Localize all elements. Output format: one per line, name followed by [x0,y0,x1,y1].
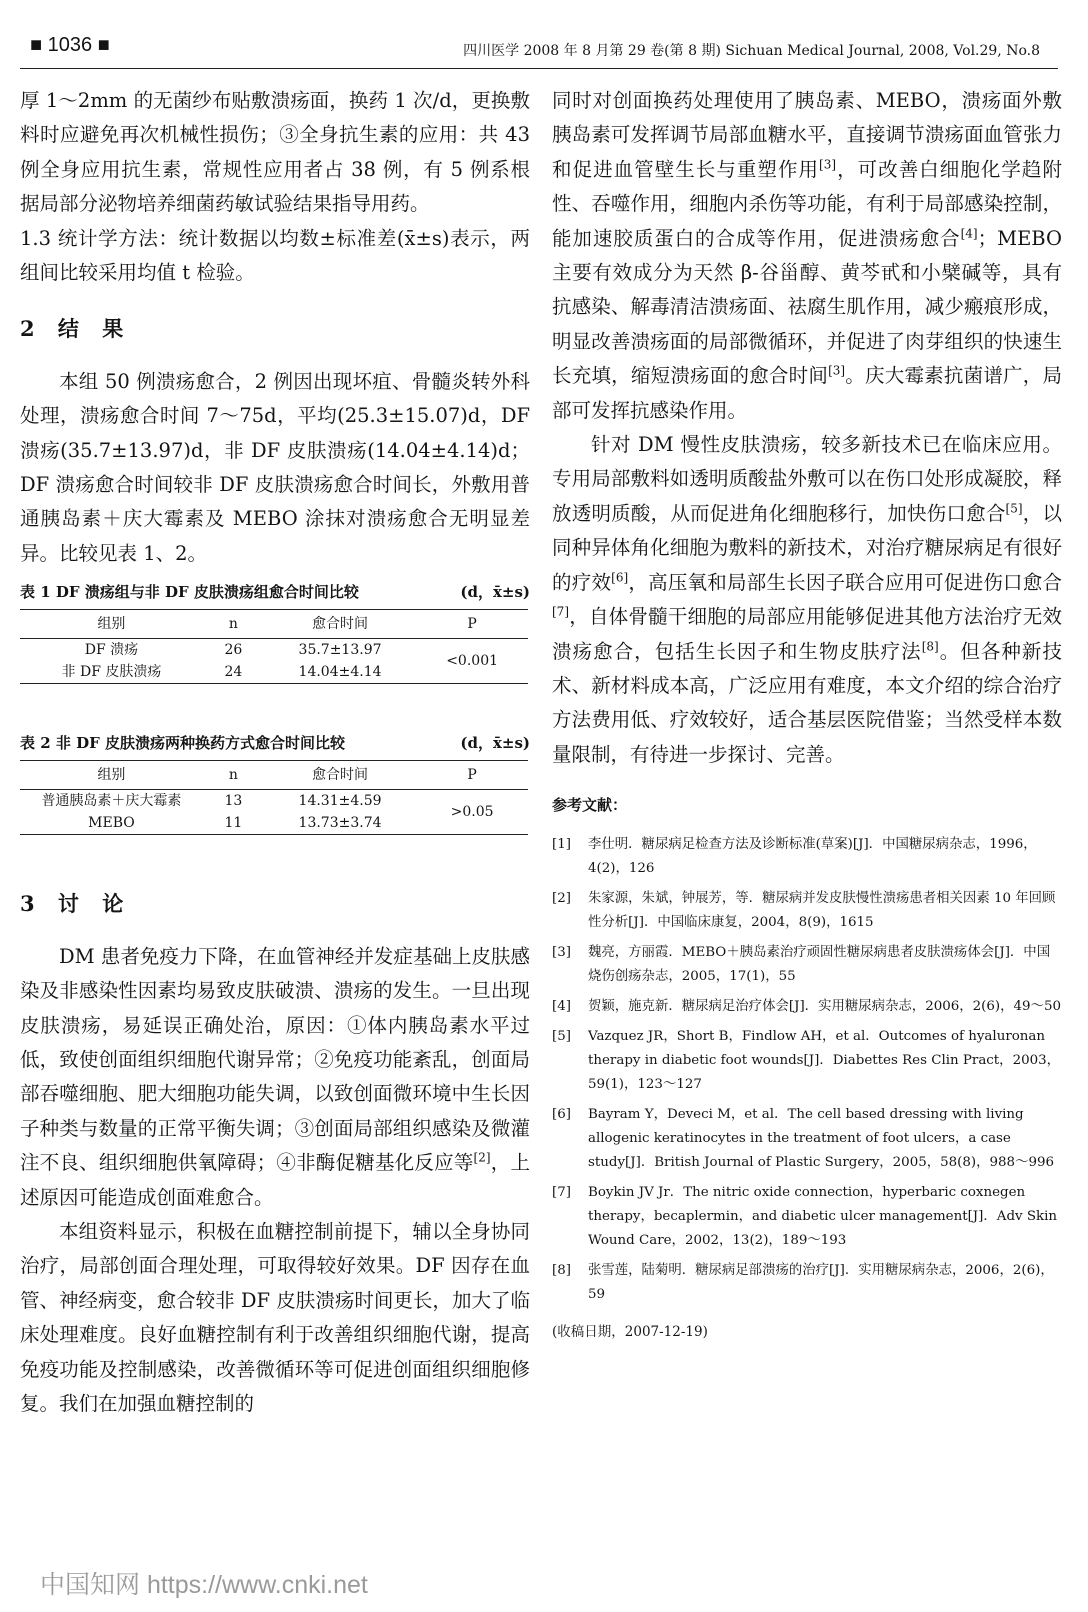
table1-title: 表 1 DF 溃疡组与非 DF 皮肤溃疡组愈合时间比较 [20,583,359,602]
paragraph-antibiotics: 厚 1～2mm 的无菌纱布贴敷溃疡面，换药 1 次/d，更换敷料时应避免再次机械性损伤；③全身抗生素的应用：共 43 例全身应用抗生素，常规性应用者占 38 例，有 5 例系根据局部分泌物培养细菌药敏试验结果指导用药。 [20,89,530,216]
journal-title: 四川医学 2008 年 8 月第 29 卷(第 8 期) Sichuan Medical Journal, 2008, Vol.29, No.8 [463,43,1040,59]
reference-item [552,941,1062,989]
reference-text: Vazquez JR，Short B，Findlow AH，et al．Outcomes of hyaluronan therapy in diabetic foot wounds[J]．Diabettes Res Clin Pract，2003，59(1)，123～127 [588,1028,1061,1092]
citation: [3] [819,157,837,172]
p-value-cell: >0.05 [416,790,528,835]
table-cell: 26 [224,642,243,659]
table-cell: 普通胰岛素＋庆大霉素 [41,793,182,810]
received-date: (收稿日期，2007-12-19) [552,1323,708,1340]
paragraph-statistics: 1.3 统计学方法：统计数据以均数±标准差(x̄±s)表示，两组间比较采用均值 t 检验。 [20,226,530,285]
reference-item [552,1025,1062,1097]
paragraph-discussion-2: 本组资料显示，积极在血糖控制前提下，辅以全身协同治疗，局部创面合理处理，可取得较好效果。DF 因存在血管、神经病变，愈合较非 DF 皮肤溃疡时间更长，加大了临床处理难度。良好血糖控制有利于改善组织细胞代谢，提高免疫功能及控制感染，改善微循环等可促进创面组织细胞修复。我们在加强血糖控制的 [20,1219,530,1415]
cnki-watermark: 中国知网 https://www.cnki.net [40,1571,368,1599]
table-header: n [203,761,264,790]
citation: [8] [921,639,939,653]
table-header: 组别 [20,610,203,639]
paragraph-treatment [552,84,1062,428]
text-span: DM 患者免疫力下降，在血管神经并发症基础上皮肤感染及非感染性因素均易致皮肤破溃、溃疡的发生。一旦出现皮肤溃疡，易延误正确处治，原因：①体内胰岛素水平过低，致使创面组织细胞代谢异常；②免疫功能紊乱，创面局部吞噬细胞、肥大细胞功能失调，以致创面微环境中生长因子种类与数量的正常平衡失调；③创面局部组织感染及微灌注不良、组织细胞供氧障碍；④非酶促糖基化反应等 [20,944,530,1175]
table1-caption [20,581,530,603]
text-span: 针对 DM 慢性皮肤溃疡，较多新技术已在临床应用。专用局部敷料如透明质酸盐外敷可以在伤口处形成凝胶，释放透明质酸，从而促进角化细胞移行，加快伤口愈合 [552,433,1062,525]
references-heading: 参考文献： [552,796,628,815]
table2-caption [20,732,530,754]
text-span: 同时对创面换药处理使用了胰岛素、MEBO，溃疡面外敷胰岛素可发挥调节局部血糖水平，直接调节溃疡面血管张力和促进血管壁生长与重塑作用 [552,89,1062,181]
citation: [6] [611,570,629,585]
table-header: 愈合时间 [264,610,416,639]
table-row [20,790,528,813]
header-rule [20,68,1058,69]
reference-text: Boykin JV Jr．The nitric oxide connection，hyperbaric coxnegen therapy，becaplermin，and diabetic ulcer management[J]．Adv Skin Wound Care，2002，13(2)，189～193 [588,1184,1058,1248]
running-header [20,34,1070,64]
table-cell: 24 [203,661,264,684]
reference-item [552,833,1062,881]
reference-number: [5] [552,1028,571,1044]
table-2 [20,760,528,835]
reference-number: [6] [552,1106,571,1122]
table-cell: 14.04±4.14 [264,661,416,684]
table1-unit: (d，x̄±s) [460,583,530,602]
table-header: P [416,761,528,790]
table2-title: 表 2 非 DF 皮肤溃疡两种换药方式愈合时间比较 [20,734,345,753]
paragraph-results: 本组 50 例溃疡愈合，2 例因出现坏疽、骨髓炎转外科处理，溃疡愈合时间 7～75d，平均(25.3±15.07)d，DF 溃疡(35.7±13.97)d，非 DF 皮肤溃疡(14.04±4.14)d；DF 溃疡愈合时间较非 DF 皮肤溃疡愈合时间长，外敷用普通胰岛素＋庆大霉素及 MEBO 涂抹对溃疡愈合无明显差异。比较见表 1、2。 [20,369,530,565]
text-span: 。庆大霉素抗菌谱广，局部可发挥抗感染作用。 [552,364,1062,422]
text-span: ，可改善白细胞化学趋附性、吞噬作用，细胞内杀伤等功能，有利于局部感染控制，能加速胶质蛋白的合成等作用，促进溃疡愈合 [552,157,1062,250]
table-1 [20,609,528,684]
table-row [20,639,528,662]
reference-number: [2] [552,890,571,906]
citation: [3] [828,363,846,378]
reference-item [552,1103,1062,1175]
left-column [20,84,530,1421]
citation: [7] [552,604,569,619]
table-cell: 非 DF 皮肤溃疡 [20,661,203,684]
paragraph-new-techniques [552,428,1062,772]
table-cell: 13 [224,793,243,810]
reference-number: [4] [552,998,571,1014]
citation: [2] [473,1150,491,1165]
text-span: ，自体骨髓干细胞的局部应用能够促进其他方法治疗无效溃疡愈合，包括生长因子和生物皮肤疗法 [552,605,1062,663]
text-span: 。但各种新技术、新材料成本高，广泛应用有难度，本文介绍的综合治疗方法费用低、疗效较好，适合基层医院借鉴；当然受样本数量限制，有待进一步探讨、完善。 [552,639,1062,766]
reference-text: 朱家源，朱斌，钟展芳，等．糖尿病并发皮肤慢性溃疡患者相关因素 10 年回顾性分析[J]．中国临床康复，2004，8(9)，1615 [588,890,1056,930]
citation: [4] [960,226,978,241]
table-cell: MEBO [20,812,203,835]
reference-number: [1] [552,836,571,852]
reference-item [552,995,1062,1019]
table-cell: 14.31±4.59 [298,793,382,810]
table-cell: DF 溃疡 [84,642,139,659]
table-header: 组别 [20,761,203,790]
page-number: ■ 1036 ■ [30,34,110,56]
reference-text: 贺颖，施克新．糖尿病足治疗体会[J]．实用糖尿病杂志，2006，2(6)，49～50 [588,998,1062,1014]
table-header: n [203,610,264,639]
table-cell: 11 [203,812,264,835]
citation: [5] [1005,501,1023,516]
section-heading-results: 2 结 果 [20,316,132,342]
reference-text: 李仕明．糖尿病足检查方法及诊断标准(草案)[J]．中国糖尿病杂志，1996，4(2)，126 [588,836,1037,876]
text-span: ，高压氧和局部生长因子联合应用可促进伤口愈合 [628,570,1062,594]
reference-text: 魏亮，方丽霞．MEBO＋胰岛素治疗顽固性糖尿病患者皮肤溃疡体会[J]．中国烧伤创疡杂志，2005，17(1)，55 [588,944,1051,984]
reference-item [552,887,1062,935]
p-value-cell: <0.001 [416,639,528,684]
section-heading-discussion: 3 讨 论 [20,891,132,917]
reference-number: [3] [552,944,571,960]
reference-item [552,1259,1062,1307]
text-span: ，以同种异体角化细胞为敷料的新技术，对治疗糖尿病足有很好的疗效 [552,501,1062,594]
table-cell: 35.7±13.97 [298,642,382,659]
paragraph-discussion-1 [20,940,530,1215]
table2-unit: (d，x̄±s) [460,734,530,753]
reference-text: 张雪莲，陆菊明．糖尿病足部溃疡的治疗[J]．实用糖尿病杂志，2006，2(6)，59 [588,1262,1054,1302]
reference-text: Bayram Y，Deveci M，et al．The cell based dressing with living allogenic keratinocytes in the treatment of foot ulcers，a case study[J]．British Journal of Plastic Surgery，2005，58(8)，988～996 [588,1106,1055,1170]
right-column [552,84,1062,1349]
table-header: P [416,610,528,639]
table-cell: 13.73±3.74 [264,812,416,835]
table-header: 愈合时间 [264,761,416,790]
text-span: ；MEBO 主要有效成分为天然 β-谷甾醇、黄芩甙和小檗碱等，具有抗感染、解毒清洁溃疡面、祛腐生肌作用，减少瘢痕形成，明显改善溃疡面的局部微循环，并促进了肉芽组织的快速生长充填，缩短溃疡面的愈合时间 [552,226,1062,388]
reference-number: [7] [552,1184,571,1200]
text-span: ，上述原因可能造成创面难愈合。 [20,1151,530,1209]
reference-item [552,1181,1062,1253]
reference-number: [8] [552,1262,571,1278]
reference-list [552,833,1062,1307]
